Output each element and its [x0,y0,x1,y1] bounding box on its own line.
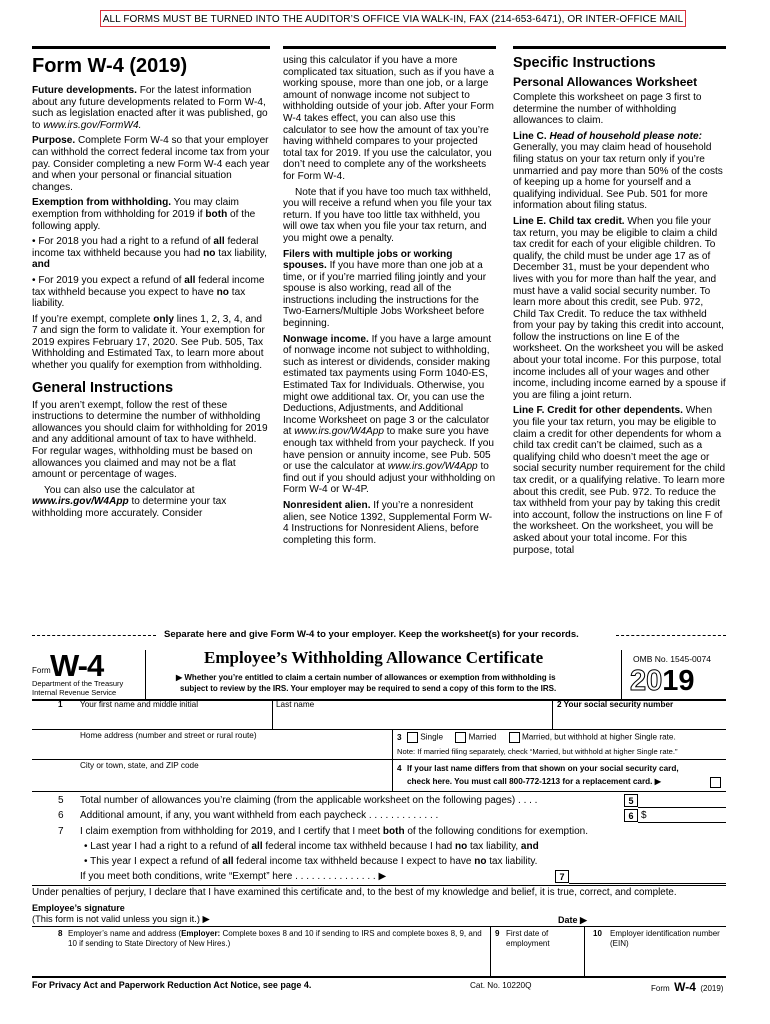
personal-allowances-heading: Personal Allowances Worksheet [513,75,698,89]
first-name-field[interactable]: Your first name and middle initial [80,700,199,709]
year-bold: 19 [662,665,695,697]
auditor-notice: ALL FORMS MUST BE TURNED INTO THE AUDITOR’S OFFICE VIA WALK-IN, FAX (214-653-6471), OR INTER-OFFICE MAIL [100,10,686,27]
line-7-exempt: If you meet both conditions, write “Exempt” here . . . . . . . . . . . . . . . ▶ [80,871,387,882]
line-10-num: 10 [593,929,602,938]
nonresident-alien: Nonresident alien. If you’re a nonresident alien, see Notice 1392, Supplemental Form W-4 Instructions for Nonresident Aliens, before completing this form. [283,499,493,546]
catalog-number: Cat. No. 10220Q [470,981,532,990]
specific-instructions-heading: Specific Instructions [513,55,656,71]
line-7-bullet-2: • This year I expect a refund of all federal income tax withheld because I expect to have no tax liability. [84,856,538,867]
cert-irs: Internal Revenue Service [32,688,117,697]
cert-header-divider-right [621,650,622,699]
line-3-num: 3 [397,733,402,742]
first-date-field[interactable]: First date of employment [506,929,550,948]
instructions-column-2 [283,55,496,550]
line-6-entry[interactable] [638,809,726,823]
exempt-entry[interactable] [569,870,726,884]
line-7-bullet-1: • Last year I had a right to a refund of all federal income tax withheld because I had no tax liability, and [84,841,539,852]
if-exempt: If you’re exempt, complete only lines 1, 2, 3, 4, and 7 and sign the form to validate it. Your exemption for 2019 expires February 17, 2020. See Pub. 505, Tax Withholding and Estimated Tax, to learn more about whether you qualify for exemption from withholding. [32,313,265,372]
cert-form-word: Form [32,666,51,675]
date-field[interactable] [598,912,726,925]
line-5-num: 5 [58,795,64,806]
date-label: Date ▶ [558,915,587,925]
line-9-num: 9 [495,929,500,938]
footer-form-word: Form [651,984,670,993]
cert-header-divider-left [145,650,146,699]
line-5-text: Total number of allowances you’re claiming (from the applicable worksheet on the following pages) . . . . [80,795,538,806]
top-rule-mid [283,46,496,49]
form-year [630,665,695,698]
footer-form-name: W-4 [674,980,696,994]
single-checkbox[interactable] [407,732,418,743]
cert-rule-2 [32,759,726,760]
line-7-text: I claim exemption from withholding for 2019, and I certify that I meet both of the following conditions for exemption. [80,826,589,837]
cert-title: Employee’s Withholding Allowance Certificate [204,648,544,667]
signature-field[interactable] [245,912,555,925]
line-1-num: 1 [58,700,63,709]
cert-rule-3 [32,791,726,792]
top-rule-left [32,46,270,49]
line-f: Line F. Credit for other dependents. When you file your tax return, you may be eligible to claim a credit for other dependents for whom a child tax credit can’t be claimed, such as a qualifying child who doesn’t meet the age or social security number requirement for the child tax credit, or a qualifying relative. To learn more about this credit, see Pub. 972. To reduce the tax withheld from your pay by taking this credit into account, follow the instructions on line F of the worksheet. On the worksheet, you will be asked about your total income. For this purpose, total [513,405,726,556]
row2-div [392,729,393,791]
row8-div-b [584,926,585,976]
line-c: Line C. Head of household please note: Generally, you may claim head of household filing status on your tax return only if you’re unmarried and pay more than 50% of the costs of keeping up a home for yourself and a qualifying individual. See Pub. 501 for more information about filing status. [513,130,723,212]
exemption: Exemption from withholding. You may claim exemption from withholding for 2019 if both of the following apply. [32,197,256,232]
refund-note: Note that if you have too much tax withheld, you will receive a refund when you file your tax return. If you have too little tax withheld, you will owe tax when you file your tax return, and you might owe a penalty. [283,186,492,244]
ssn-field[interactable]: 2 Your social security number [557,700,674,709]
signature-note: (This form is not valid unless you sign it.) ▶ [32,914,210,924]
separator-dash-right [616,635,726,636]
line-5-entry[interactable] [638,794,726,808]
line-6-box: 6 [624,809,638,822]
general-instructions: If you aren’t exempt, follow the rest of these instructions to determine the number of withholding allowances you should claim for withholding for 2019 and any additional amount of tax to have withheld. For regular wages, withholding must be based on allowances you claimed and may not be a flat amount or percentage of wages. [32,399,268,481]
row1-div-b [552,699,553,729]
nonwage-income: Nonwage income. If you have a large amount of nonwage income not subject to withholding, such as interest or dividends, consider making estimated tax payments using Form 1040-ES, Estimated Tax for Individuals. Otherwise, you might owe additional tax. Or, you can use the Deductions, Adjustments, and Additional Income Worksheet on page 3 or the calculator at www.irs.gov/W4App to make sure you have enough tax withheld from your paycheck. If you have pension or annuity income, see Pub. 505 or use the calculator at www.irs.gov/W4App to find out if you should adjust your withholding on Form W-4 or W-4P. [283,333,496,496]
married-higher-checkbox[interactable] [509,732,520,743]
line-6-text: Additional amount, if any, you want withheld from each paycheck . . . . . . . . . . . . . [80,810,439,821]
privacy-notice: For Privacy Act and Paperwork Reduction Act Notice, see page 4. [32,980,312,990]
line-4-text-1: If your last name differs from that shown on your social security card, [407,764,679,773]
filing-status [407,732,676,743]
instructions-column-3 [513,55,726,560]
employer-name-field[interactable]: Employer’s name and address (Employer: Complete boxes 8 and 10 if sending to IRS and complete boxes 8, 9, and 10 if sending to State Directory of New Hires.) [68,929,482,948]
personal-allowances-text: Complete this worksheet on page 3 first to determine the number of withholding allowances to claim. [513,92,702,127]
row8-div-a [490,926,491,976]
line-6-num: 6 [58,810,64,821]
cert-rule-4 [32,885,726,886]
cert-rule-5 [32,926,726,927]
omb-number: OMB No. 1545-0074 [633,654,711,664]
top-rule-right [513,46,726,49]
exemption-bullet-2: • For 2019 you expect a refund of all federal income tax withheld because you expect to have no tax liability. [32,274,265,310]
line-7-box: 7 [555,870,569,883]
last-name-field[interactable]: Last name [276,700,315,709]
exemption-bullet-1: • For 2018 you had a right to a refund of all federal income tax withheld because you had no tax liability, and [32,236,267,271]
perjury-statement: Under penalties of perjury, I declare that I have examined this certificate and, to the best of my knowledge and belief, it is true, correct, and complete. [32,887,677,898]
multiple-jobs: Filers with multiple jobs or working spouses. If you have more than one job at a time, or if you’re married filing jointly and your spouse is also working, read all of the instructions including the instructions for the Two-Earners/Multiple Jobs Worksheet before beginning. [283,248,487,330]
single-label: Single [420,732,444,742]
married-higher-label: Married, but withhold at higher Single rate. [521,732,676,742]
calculator-note: You can also use the calculator at www.irs.gov/W4App to determine your tax withholding more accurately. Consider [32,484,227,519]
footer-form-year: (2019) [700,984,724,993]
line-5-box: 5 [624,794,638,807]
line-4-text-2: check here. You must call 800-772-1213 for a replacement card. ▶ [407,777,662,786]
general-instructions-heading: General Instructions [32,379,174,396]
separator-text: Separate here and give Form W-4 to your employer. Keep the worksheet(s) for your records. [164,629,579,640]
cert-dept: Department of the Treasury [32,679,124,688]
separator-dash-left [32,635,156,636]
signature-label: Employee’s signature [32,903,125,913]
cert-subtitle-1: ▶ Whether you’re entitled to claim a certain number of allowances or exemption from withholding is [176,673,556,682]
cert-form-name: W-4 [50,648,104,683]
home-address-field[interactable]: Home address (number and street or rural route) [80,731,257,740]
cert-rule-bottom [32,976,726,978]
line-8-num: 8 [58,929,63,938]
cert-subtitle-2: subject to review by the IRS. Your employer may be required to send a copy of this form to the IRS. [180,684,557,693]
city-field[interactable]: City or town, state, and ZIP code [80,761,199,770]
footer-form [651,978,723,996]
line-4-num: 4 [397,764,402,773]
married-label: Married [468,732,497,742]
filing-note: Note: If married filing separately, check “Married, but withhold at higher Single rate.” [397,747,678,756]
row1-div-a [272,699,273,729]
line-7-num: 7 [58,826,64,837]
year-outline: 20 [630,665,663,697]
form-title: Form W-4 (2019) [32,55,188,77]
future-developments: Future developments. For the latest information about any future developments related to Form W-4, such as legislation enacted after it was published, go to www.irs.gov/FormW4. [32,85,268,131]
instructions-column-1 [32,55,270,524]
ein-field[interactable]: Employer identification number (EIN) [610,929,720,948]
name-differs-checkbox[interactable] [710,777,721,788]
line-e: Line E. Child tax credit. When you file your tax return, you may be eligible to claim a child tax credit for each of your eligible children. To qualify, the child must be under age 17 as of December 31, must be your dependent who lives with you for more than half the year, and must have a valid social security number. To learn more about this credit, see Pub. 972, Child Tax Credit. To reduce the tax withheld from your pay by taking this credit into account, follow the instructions on line E of the worksheet. On the worksheet you will be asked about your total income. For this purpose, total income includes all of your wages and other income, including income earned by a spouse if you are filing a joint return. [513,215,726,401]
cert-rule-1 [32,729,726,730]
line-6-dollar: $ [641,810,647,821]
married-checkbox[interactable] [455,732,466,743]
purpose: Purpose. Complete Form W-4 so that your employer can withhold the correct federal income tax from your pay. Consider completing a new Form W-4 each year and when your personal or financial situation changes. [32,135,270,193]
calculator-continued: using this calculator if you have a more complicated tax situation, such as if you have a working spouse, more than one job, or a large amount of nonwage income not subject to withholding outside of your job. After your Form W-4 takes effect, you can also use this calculator to see how the amount of tax you’re having withheld compares to your projected total tax for 2019. If you use the calculator, you don’t need to complete any of the worksheets for Form W-4. [283,55,494,182]
